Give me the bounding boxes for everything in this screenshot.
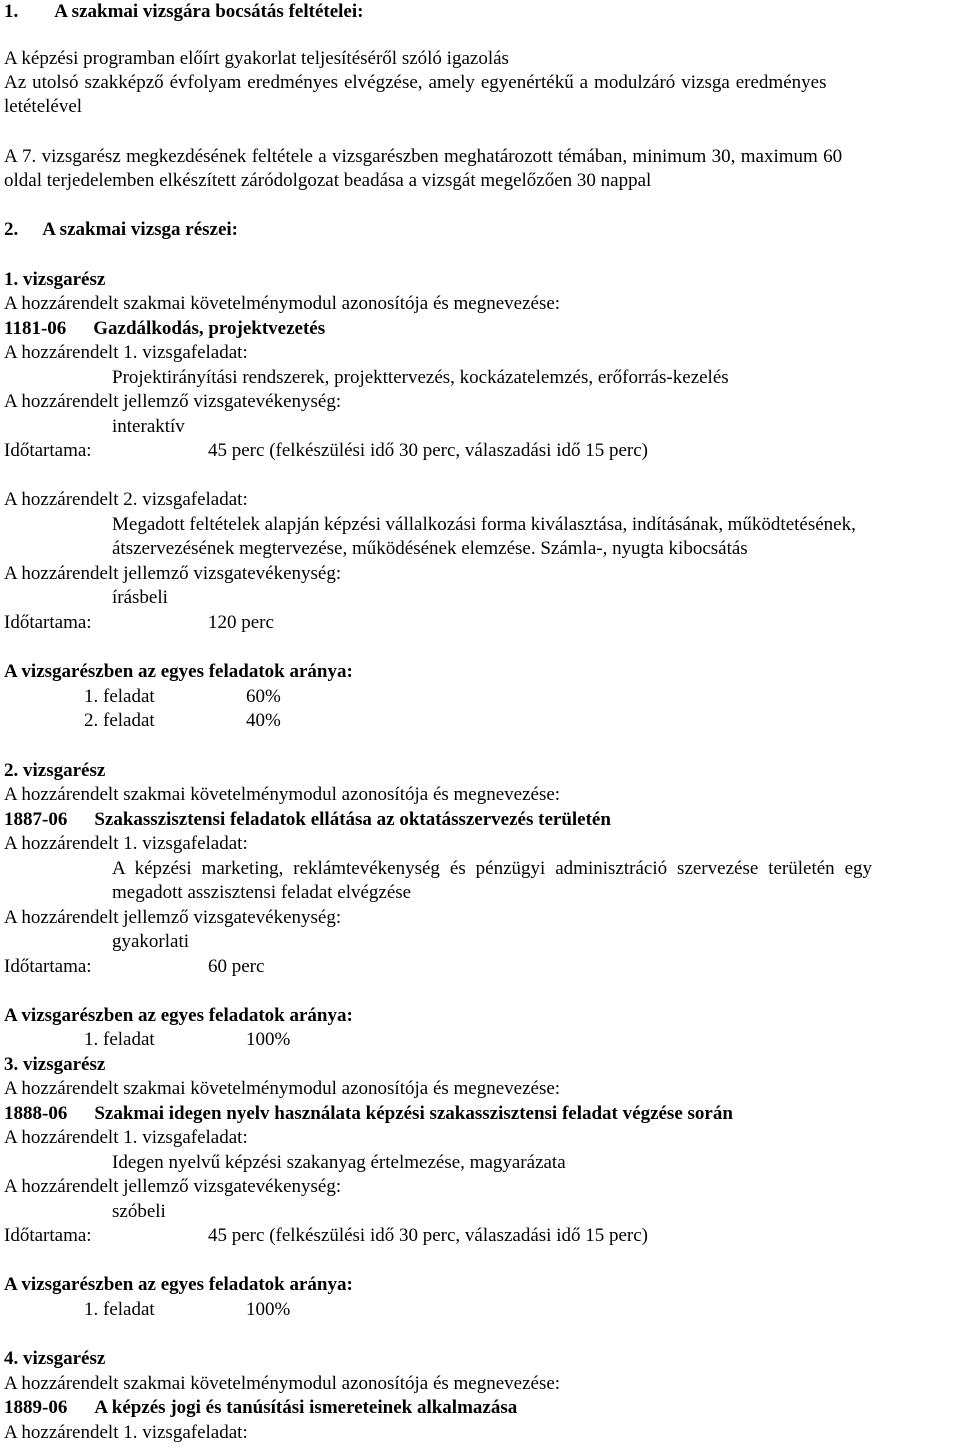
- section-1-heading: [4, 0, 363, 25]
- part-3-module-name: Szakmai idegen nyelv használata képzési szakasszisztensi feladat végzése során: [94, 1103, 733, 1124]
- part-1-task-2-label: A hozzárendelt 2. vizsgafeladat:: [4, 489, 248, 510]
- part-4-task-1-label: A hozzárendelt 1. vizsgafeladat:: [4, 1422, 248, 1443]
- part-1-duration-2-value: 120 perc: [208, 612, 274, 633]
- part-3-title: 3. vizsgarész: [4, 1054, 106, 1075]
- part-1-module-label: A hozzárendelt szakmai követelménymodul azonosítója és megnevezése:: [4, 293, 561, 314]
- part-1-activity-2: írásbeli: [112, 587, 168, 608]
- part-2-activity-label: A hozzárendelt jellemző vizsgatevékenység:: [4, 907, 342, 928]
- part-1-module: [4, 317, 325, 342]
- requirement-line-1: A képzési programban előírt gyakorlat teljesítéséről szóló igazolás: [4, 48, 509, 69]
- part-1-activity-1: interaktív: [112, 416, 185, 437]
- section-2-title: A szakmai vizsga részei:: [42, 219, 239, 240]
- part-2-task-1-label: A hozzárendelt 1. vizsgafeladat:: [4, 833, 248, 854]
- part-4-module-code: 1889-06: [4, 1397, 68, 1418]
- part-1-title: 1. vizsgarész: [4, 269, 106, 290]
- part-3-ratio-1-pct: 100%: [246, 1299, 291, 1320]
- part-2-ratio-1: [84, 1028, 290, 1053]
- part-4-module-label: A hozzárendelt szakmai követelménymodul azonosítója és megnevezése:: [4, 1373, 561, 1394]
- part-3-task-1-label: A hozzárendelt 1. vizsgafeladat:: [4, 1127, 248, 1148]
- part-2-title: 2. vizsgarész: [4, 760, 106, 781]
- requirement-line-2: Az utolsó szakképző évfolyam eredményes elvégzése, amely egyenértékű a modulzáró vizsga eredményes: [4, 72, 827, 93]
- part-2-duration-row: [4, 955, 264, 980]
- prerequisite-line-2: oldal terjedelemben elkészített záródolgozat beadása a vizsgát megelőzően 30 nappal: [4, 170, 652, 191]
- part-1-ratio-1-pct: 60%: [246, 686, 281, 707]
- part-1-task-1-label: A hozzárendelt 1. vizsgafeladat:: [4, 342, 248, 363]
- part-3-activity: szóbeli: [112, 1201, 166, 1222]
- part-1-duration-2-row: [4, 611, 274, 636]
- part-3-duration-label: Időtartama:: [4, 1225, 92, 1246]
- part-2-task-1-text-b: megadott asszisztensi feladat elvégzése: [112, 882, 412, 903]
- part-3-module: [4, 1102, 733, 1127]
- part-1-activity-label-1: A hozzárendelt jellemző vizsgatevékenység:: [4, 391, 342, 412]
- part-2-module-label: A hozzárendelt szakmai követelménymodul azonosítója és megnevezése:: [4, 784, 561, 805]
- part-2-duration-value: 60 perc: [208, 956, 265, 977]
- part-2-ratio-1-pct: 100%: [246, 1029, 291, 1050]
- part-1-duration-1-label: Időtartama:: [4, 440, 92, 461]
- part-4-module-name: A képzés jogi és tanúsítási ismereteinek alkalmazása: [94, 1397, 518, 1418]
- part-1-module-code: 1181-06: [4, 318, 67, 339]
- part-1-ratio-label: A vizsgarészben az egyes feladatok aránya:: [4, 661, 353, 682]
- part-2-ratio-label: A vizsgarészben az egyes feladatok aránya:: [4, 1005, 353, 1026]
- part-1-duration-1-row: [4, 439, 648, 464]
- part-1-ratio-1: [84, 685, 281, 710]
- part-3-activity-label: A hozzárendelt jellemző vizsgatevékenység:: [4, 1176, 342, 1197]
- part-3-ratio-label: A vizsgarészben az egyes feladatok aránya:: [4, 1274, 353, 1295]
- prerequisite-line-1: A 7. vizsgarész megkezdésének feltétele a vizsgarészben meghatározott témában, minimum 30, maximum 60: [4, 146, 843, 167]
- part-1-task-2-text-a: Megadott feltételek alapján képzési vállalkozási forma kiválasztása, indításának, működtetésének,: [112, 514, 856, 535]
- part-4-module: [4, 1396, 517, 1421]
- requirement-line-3: letételével: [4, 96, 83, 117]
- part-2-module: [4, 808, 611, 833]
- part-2-module-name: Szakasszisztensi feladatok ellátása az oktatásszervezés területén: [94, 809, 611, 830]
- part-2-ratio-1-task: 1. feladat: [84, 1029, 155, 1050]
- section-2-heading: [4, 218, 238, 243]
- part-4-title: 4. vizsgarész: [4, 1348, 106, 1369]
- part-1-task-2-text-b: átszervezésének megtervezése, működésének elemzése. Számla-, nyugta kibocsátás: [112, 538, 748, 559]
- section-1-title: A szakmai vizsgára bocsátás feltételei:: [54, 1, 364, 22]
- part-2-task-1-text-a: A képzési marketing, reklámtevékenység és pénzügyi adminisztráció szervezése területén egy: [112, 858, 873, 879]
- part-3-duration-value: 45 perc (felkészülési idő 30 perc, válaszadási idő 15 perc): [208, 1225, 648, 1246]
- part-1-module-name: Gazdálkodás, projektvezetés: [93, 318, 326, 339]
- part-3-ratio-1: [84, 1298, 290, 1323]
- part-3-module-label: A hozzárendelt szakmai követelménymodul azonosítója és megnevezése:: [4, 1078, 561, 1099]
- section-2-number: 2.: [4, 219, 19, 240]
- part-1-activity-label-2: A hozzárendelt jellemző vizsgatevékenység:: [4, 563, 342, 584]
- part-1-ratio-2-task: 2. feladat: [84, 710, 155, 731]
- part-3-duration-row: [4, 1224, 648, 1249]
- part-3-module-code: 1888-06: [4, 1103, 68, 1124]
- part-1-task-1-text: Projektirányítási rendszerek, projekttervezés, kockázatelemzés, erőforrás-kezelés: [112, 367, 729, 388]
- part-1-duration-2-label: Időtartama:: [4, 612, 92, 633]
- part-3-task-1-text: Idegen nyelvű képzési szakanyag értelmezése, magyarázata: [112, 1152, 566, 1173]
- part-1-duration-1-value: 45 perc (felkészülési idő 30 perc, válaszadási idő 15 perc): [208, 440, 648, 461]
- part-2-activity: gyakorlati: [112, 931, 190, 952]
- part-2-duration-label: Időtartama:: [4, 956, 92, 977]
- part-1-ratio-1-task: 1. feladat: [84, 686, 155, 707]
- part-3-ratio-1-task: 1. feladat: [84, 1299, 155, 1320]
- part-1-ratio-2-pct: 40%: [246, 710, 281, 731]
- part-1-ratio-2: [84, 709, 281, 734]
- section-1-number: 1.: [4, 1, 19, 22]
- part-2-module-code: 1887-06: [4, 809, 68, 830]
